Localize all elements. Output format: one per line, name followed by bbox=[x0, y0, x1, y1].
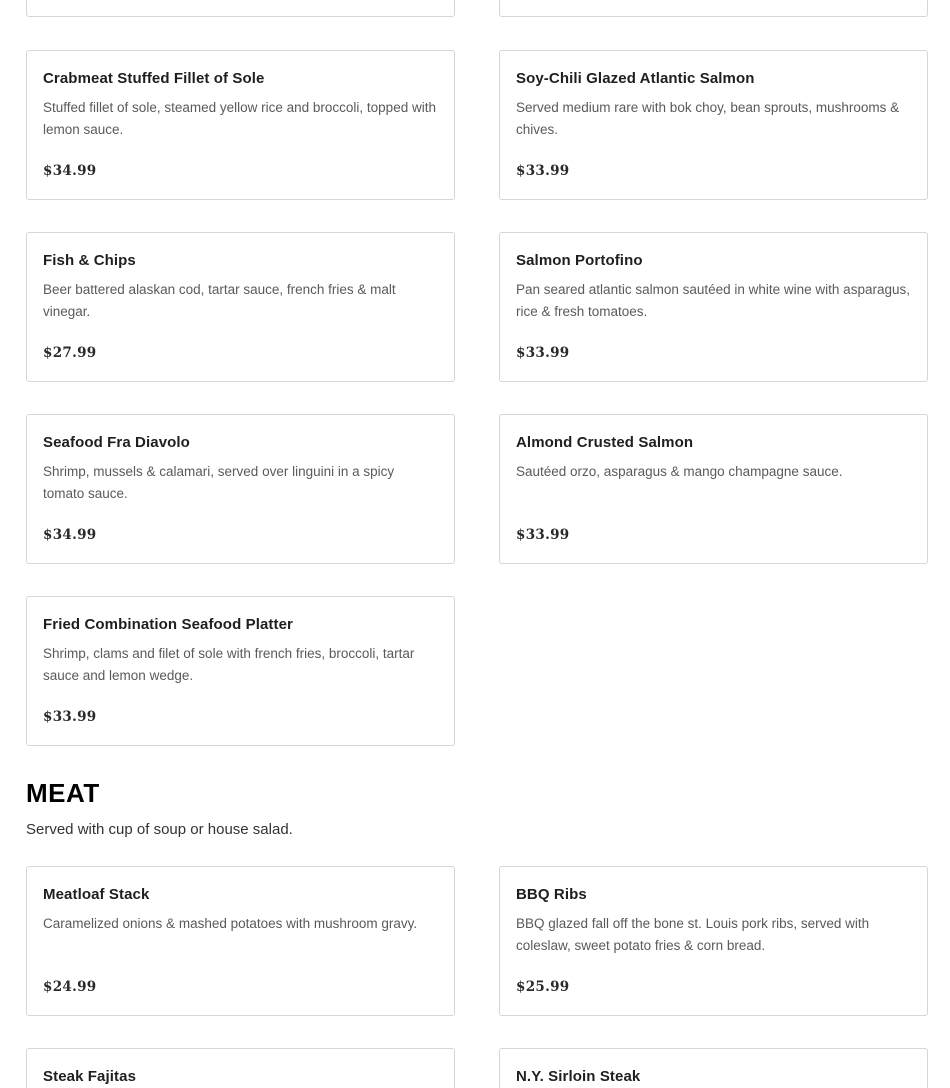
menu-item-price: $24.99 bbox=[43, 979, 97, 995]
menu-item-name: Fish & Chips bbox=[43, 252, 136, 269]
menu-item-name: Soy-Chili Glazed Atlantic Salmon bbox=[516, 70, 755, 87]
menu-item-card[interactable] bbox=[499, 1048, 928, 1088]
menu-item-card[interactable] bbox=[26, 866, 455, 1016]
menu-item-price: $34.99 bbox=[43, 527, 97, 543]
menu-item-name: BBQ Ribs bbox=[516, 886, 587, 903]
menu-item-name: Seafood Fra Diavolo bbox=[43, 434, 190, 451]
menu-item-card[interactable] bbox=[26, 596, 455, 746]
menu-item-description: BBQ glazed fall off the bone st. Louis pork ribs, served with coleslaw, sweet potato fries & corn bread. bbox=[516, 916, 870, 953]
menu-item-description: Beer battered alaskan cod, tartar sauce, french fries & malt vinegar. bbox=[43, 282, 396, 319]
menu-item-name: N.Y. Sirloin Steak bbox=[516, 1068, 641, 1085]
menu-item-card[interactable] bbox=[499, 414, 928, 564]
menu-item-name: Crabmeat Stuffed Fillet of Sole bbox=[43, 70, 265, 87]
section-title: MEAT bbox=[26, 778, 100, 808]
menu-item-price: $25.99 bbox=[516, 979, 570, 995]
menu-item-name: Steak Fajitas bbox=[43, 1068, 137, 1085]
menu-item-card[interactable] bbox=[26, 1048, 455, 1088]
menu-item-card-partial[interactable] bbox=[26, 0, 455, 17]
menu-item-description: Caramelized onions & mashed potatoes with mushroom gravy. bbox=[43, 916, 418, 931]
menu-item-card[interactable] bbox=[26, 232, 455, 382]
menu-item-card[interactable] bbox=[26, 50, 455, 200]
menu-item-card[interactable] bbox=[26, 414, 455, 564]
menu-item-price: $27.99 bbox=[43, 345, 97, 361]
menu-item-description: Stuffed fillet of sole, steamed yellow rice and broccoli, topped with lemon sauce. bbox=[43, 100, 436, 137]
menu-item-card[interactable] bbox=[499, 866, 928, 1016]
menu-item-price: $34.99 bbox=[43, 163, 97, 179]
menu-item-description: Served medium rare with bok choy, bean sprouts, mushrooms & chives. bbox=[516, 100, 900, 137]
section-subtitle: Served with cup of soup or house salad. bbox=[26, 821, 293, 838]
menu-item-description: Sautéed orzo, asparagus & mango champagne sauce. bbox=[516, 464, 843, 479]
menu-item-card-partial[interactable] bbox=[499, 0, 928, 17]
menu-item-price: $33.99 bbox=[516, 527, 570, 543]
menu-item-description: Shrimp, mussels & calamari, served over linguini in a spicy tomato sauce. bbox=[43, 464, 395, 501]
menu-item-name: Fried Combination Seafood Platter bbox=[43, 616, 293, 633]
menu-item-price: $33.99 bbox=[43, 709, 97, 725]
menu-item-name: Salmon Portofino bbox=[516, 252, 643, 269]
menu-item-price: $33.99 bbox=[516, 163, 570, 179]
menu-item-price: $33.99 bbox=[516, 345, 570, 361]
menu-item-card[interactable] bbox=[499, 50, 928, 200]
menu-item-name: Meatloaf Stack bbox=[43, 886, 150, 903]
menu-item-description: Shrimp, clams and filet of sole with french fries, broccoli, tartar sauce and lemon wedge. bbox=[43, 646, 415, 683]
menu-item-description: Pan seared atlantic salmon sautéed in white wine with asparagus, rice & fresh tomatoes. bbox=[516, 282, 910, 319]
menu-item-card[interactable] bbox=[499, 232, 928, 382]
menu-item-name: Almond Crusted Salmon bbox=[516, 434, 694, 451]
